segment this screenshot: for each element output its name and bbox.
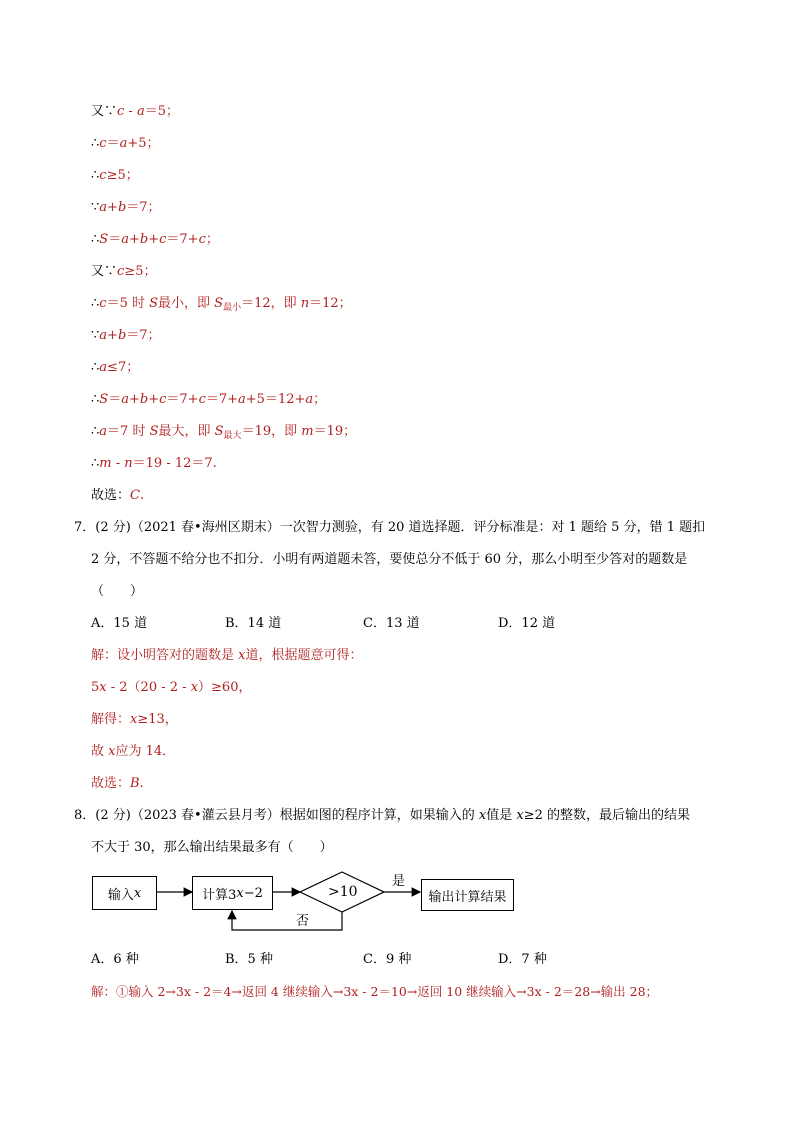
q7-option-d: D．12 道	[498, 616, 556, 631]
no-label: 否	[296, 914, 310, 929]
q7-solution-line-5: 故选：B.	[91, 776, 144, 791]
yes-label: 是	[392, 874, 406, 889]
solution-line-10: ∴S＝a+b+c＝7+c＝7+a+5＝12+a；	[91, 392, 327, 407]
solution-line-13: 故选：C.	[91, 488, 145, 503]
q7-solution-line-4: 故 x应为 14．	[91, 744, 176, 759]
q8-option-d: D．7 种	[498, 952, 547, 967]
decision-label: >10	[328, 884, 358, 900]
q8-option-b: B．5 种	[225, 952, 273, 967]
solution-line-8: ∵a+b＝7；	[91, 328, 161, 343]
question-7-line-2: 2 分，不答题不给分也不扣分．小明有两道题未答，要使总分不低于 60 分，那么小明至少答对的题数是	[91, 552, 688, 567]
question-8-line-1: 8．(2 分)（2023 春•灌云县月考）根据如图的程序计算，如果输入的 x值是 x≥2 的整数，最后输出的结果	[74, 808, 690, 823]
input-box: 输入 x	[92, 876, 157, 910]
solution-line-2: ∴c＝a+5；	[91, 136, 160, 151]
output-box: 输出计算结果	[421, 879, 514, 911]
calc-box: 计算3 x −2	[192, 876, 273, 910]
q7-option-a: A．15 道	[91, 616, 148, 631]
question-7-line-1: 7．(2 分)（2021 春•海州区期末）一次智力测验，有 20 道选择题．评分标准是：对 1 题给 5 分，错 1 题扣	[74, 520, 706, 535]
solution-line-11: ∴a＝7 时 S最大，即 $S_{最大}=19$，即 m＝19；	[91, 424, 357, 441]
q7-solution-line-3: 解得：x≥13，	[91, 712, 178, 727]
q8-solution-line-1: 解：①输入 2→3x - 2＝4→返回 4 继续输入→3x - 2＝10→返回 10 继续输入→3x - 2＝28→输出 28；	[91, 984, 659, 999]
solution-line-3: ∴c≥5；	[91, 168, 139, 183]
solution-line-7: ∴c＝5 时 S最小，即 $S_{最小}=12$，即 n＝12；	[91, 296, 352, 313]
solution-line-6: 又∵c≥5；	[91, 264, 157, 279]
solution-line-5: ∴S＝a+b+c＝7+c；	[91, 232, 219, 247]
question-7-line-3: （ ）	[91, 584, 144, 599]
q8-option-a: A．6 种	[91, 952, 139, 967]
q7-option-c: C．13 道	[363, 616, 420, 631]
solution-line-9: ∴a≤7；	[91, 360, 140, 375]
solution-line-4: ∵a+b＝7；	[91, 200, 161, 215]
solution-line-12: ∴m - n＝19 - 12＝7.	[91, 456, 217, 471]
q7-solution-line-2: 5x - 2（20 - 2 - x）≥60，	[91, 680, 252, 695]
q7-option-b: B．14 道	[225, 616, 282, 631]
q8-option-c: C．9 种	[363, 952, 412, 967]
q7-solution-line-1: 解：设小明答对的题数是 x道，根据题意可得：	[91, 648, 363, 663]
solution-line-1: 又∵c - a＝5；	[91, 104, 180, 119]
question-8-line-2: 不大于 30，那么输出结果最多有（ ）	[91, 840, 333, 855]
